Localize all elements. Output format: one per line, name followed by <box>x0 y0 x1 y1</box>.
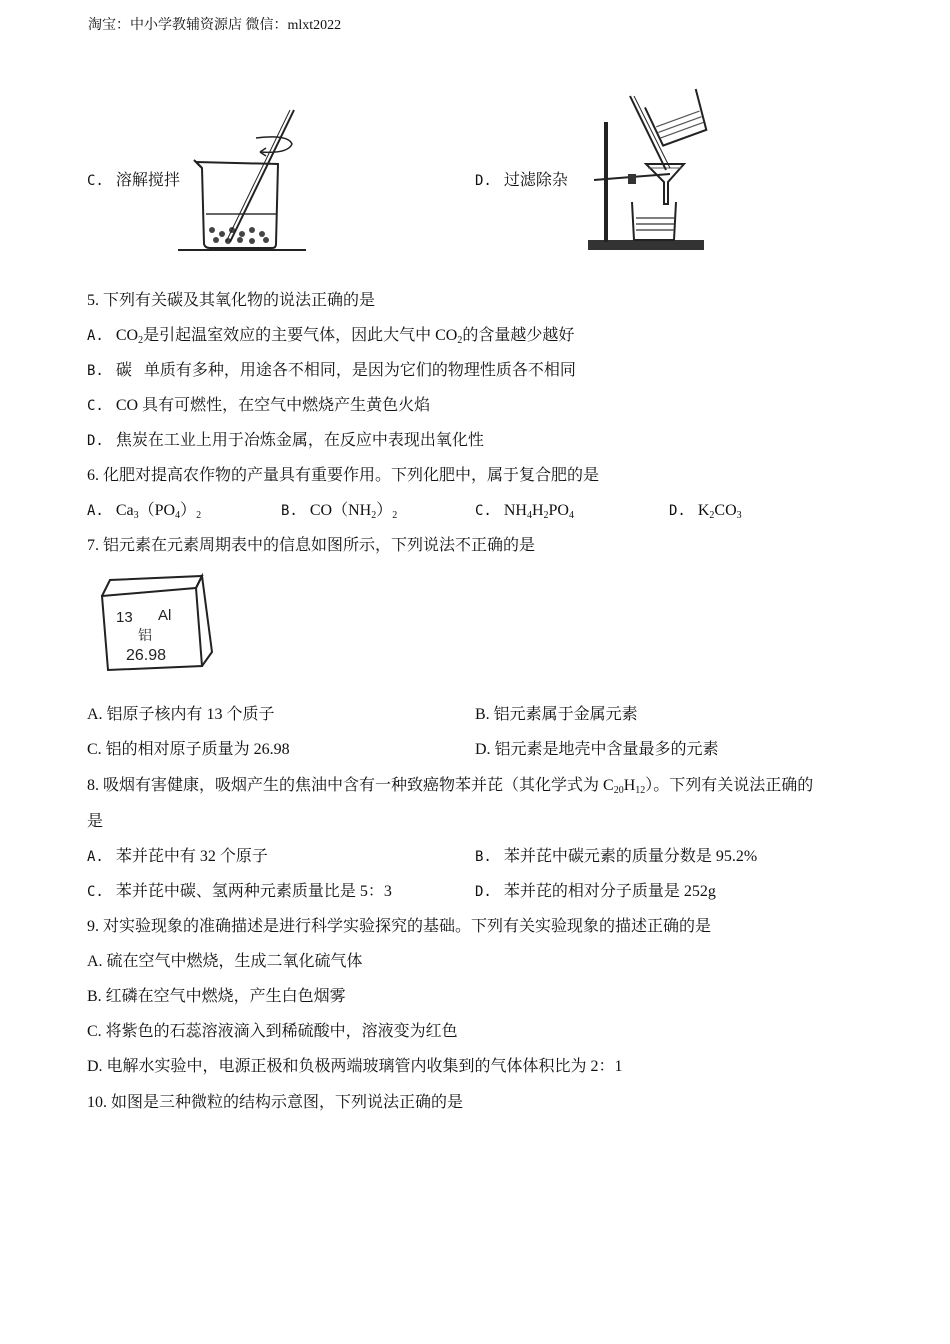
q9-option-d[interactable]: D. 电解水实验中，电源正极和负极两端玻璃管内收集到的气体体积比为 2：1 <box>87 1058 623 1075</box>
q5-option-d[interactable] <box>87 430 484 452</box>
option-label: C. <box>475 503 492 519</box>
q4-option-c[interactable] <box>87 170 180 192</box>
q5-option-c[interactable] <box>87 395 430 417</box>
option-label: A. <box>87 849 104 865</box>
option-label: D. <box>475 173 492 189</box>
option-text: $K_2CO_3$ <box>697 502 742 521</box>
option-label: A. <box>87 328 104 344</box>
option-label: C. <box>87 398 104 414</box>
option-text: 苯并芘中有 32 个原子 <box>115 848 268 865</box>
q7-option-c[interactable]: C. 铝的相对原子质量为 26.98 <box>87 741 290 758</box>
option-label: B. <box>281 503 298 519</box>
option-label: A. <box>87 503 104 519</box>
q7-option-d[interactable]: D. 铝元素是地壳中含量最多的元素 <box>475 741 719 758</box>
option-label: C. <box>87 884 104 900</box>
option-label: D. <box>669 503 686 519</box>
q8-stem: 8. 吸烟有害健康，吸烟产生的焦油中含有一种致癌物苯并芘（其化学式为 $C_{20}H_{12}$）。下列有关说法正确的 <box>87 777 814 796</box>
tile-element-name: 铝 <box>138 628 152 644</box>
dissolve-stirring-illustration <box>176 108 306 256</box>
q7-stem: 7. 铝元素在元素周期表中的信息如图所示，下列说法不正确的是 <box>87 537 536 554</box>
option-text: 苯并芘中碳元素的质量分数是 95.2% <box>503 848 758 865</box>
q10-stem: 10. 如图是三种微粒的结构示意图，下列说法正确的是 <box>87 1094 464 1111</box>
option-label: D. <box>87 433 104 449</box>
option-label: B. <box>87 363 104 379</box>
option-text: $Ca_3(PO_4)_2$ <box>115 502 202 521</box>
q8-option-c[interactable] <box>87 881 392 903</box>
q8-stem-continued: 是 <box>87 813 104 830</box>
q6-option-c[interactable] <box>475 500 574 522</box>
option-text: 碳 单质有多种，用途各不相同，是因为它们的物理性质各不相同 <box>115 362 576 379</box>
option-text: $NH_4H_2PO_4$ <box>503 502 574 521</box>
q5-option-b[interactable] <box>87 360 576 382</box>
q7-option-a[interactable]: A. 铝原子核内有 13 个质子 <box>87 706 275 723</box>
page-header: 淘宝：中小学教辅资源店 微信：mlxt2022 <box>88 18 342 33</box>
q6-stem: 6. 化肥对提高农作物的产量具有重要作用。下列化肥中，属于复合肥的是 <box>87 467 600 484</box>
option-text: 苯并芘中碳、氢两种元素质量比是 5：3 <box>115 883 392 900</box>
q9-option-b[interactable]: B. 红磷在空气中燃烧，产生白色烟雾 <box>87 988 346 1005</box>
option-text: 苯并芘的相对分子质量是 252g <box>503 883 716 900</box>
q8-option-b[interactable] <box>475 846 757 868</box>
q7-option-b[interactable]: B. 铝元素属于金属元素 <box>475 706 638 723</box>
tile-atomic-number: 13 <box>116 609 133 626</box>
q9-option-a[interactable]: A. 硫在空气中燃烧，生成二氧化硫气体 <box>87 953 363 970</box>
q6-option-b[interactable] <box>281 500 397 522</box>
q9-option-c[interactable]: C. 将紫色的石蕊溶液滴入到稀硫酸中，溶液变为红色 <box>87 1023 458 1040</box>
aluminum-element-tile <box>96 574 220 674</box>
option-text: $CO(NH_2)_2$ <box>309 502 398 521</box>
option-text: 溶解搅拌 <box>115 172 180 189</box>
q8-option-d[interactable] <box>475 881 716 903</box>
q5-stem: 5. 下列有关碳及其氧化物的说法正确的是 <box>87 292 376 309</box>
q8-option-a[interactable] <box>87 846 268 868</box>
option-label: D. <box>475 884 492 900</box>
option-text: 过滤除杂 <box>503 172 568 189</box>
q9-stem: 9. 对实验现象的准确描述是进行科学实验探究的基础。下列有关实验现象的描述正确的是 <box>87 918 712 935</box>
option-label: C. <box>87 173 104 189</box>
q6-option-d[interactable] <box>669 500 742 522</box>
option-text: $CO_2$是引起温室效应的主要气体，因此大气中 $CO_2$的含量越少越好 <box>115 327 575 346</box>
q6-option-a[interactable] <box>87 500 201 522</box>
tile-symbol: Al <box>158 607 172 624</box>
tile-atomic-mass: 26.98 <box>126 647 167 664</box>
q4-option-d[interactable] <box>475 170 568 192</box>
filtration-illustration <box>584 94 716 258</box>
option-text: 焦炭在工业上用于冶炼金属，在反应中表现出氧化性 <box>115 432 484 449</box>
q5-option-a[interactable] <box>87 325 574 347</box>
option-text: CO 具有可燃性，在空气中燃烧产生黄色火焰 <box>115 397 431 414</box>
option-label: B. <box>475 849 492 865</box>
